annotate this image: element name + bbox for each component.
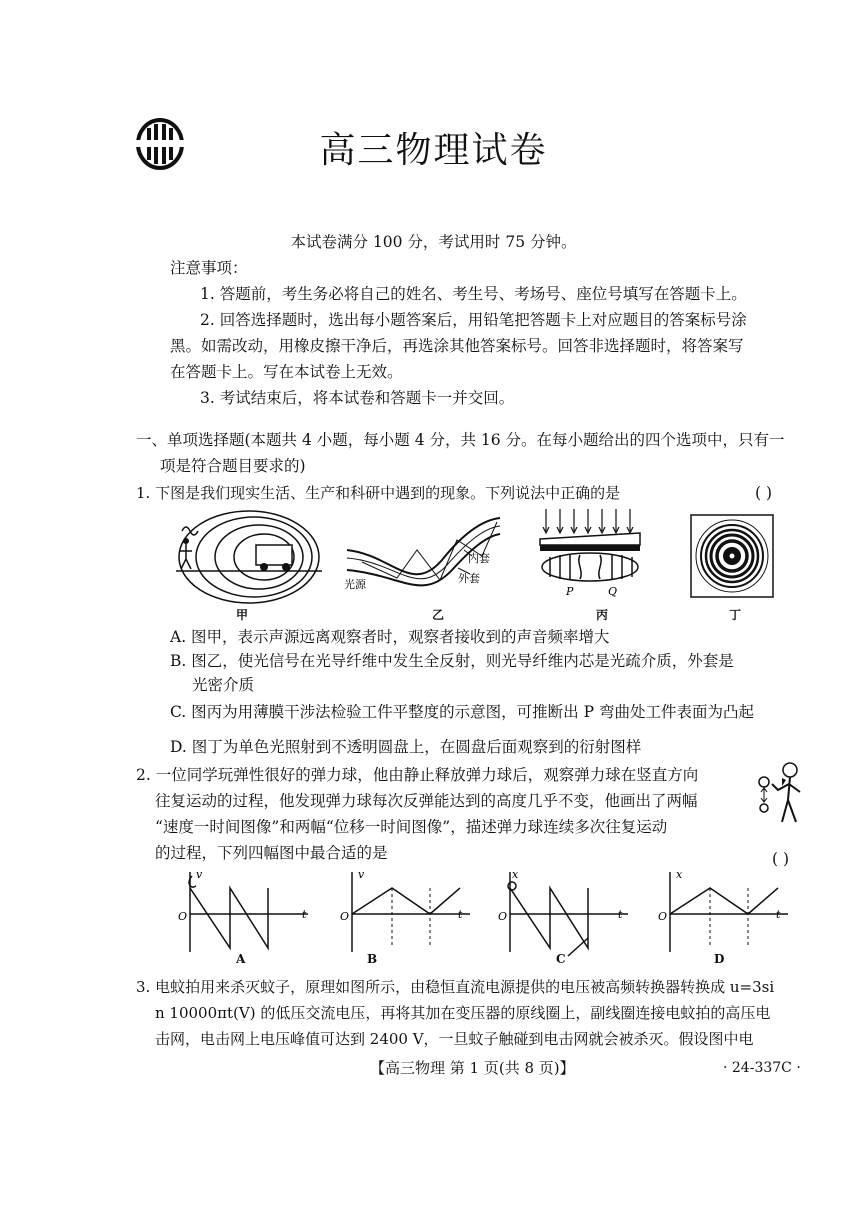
q1-option-b-cont: 光密介质 [192, 676, 255, 694]
exam-intro: 本试卷满分 100 分，考试用时 75 分钟。 [290, 233, 577, 251]
graph-a-yaxis-label: v [196, 868, 203, 881]
q2-line-4: 的过程，下列四幅图中最合适的是 [155, 844, 388, 862]
page-title: 高三物理试卷 [319, 130, 548, 171]
fig-ding-diffraction [690, 514, 774, 598]
fig-bing-thin-film [536, 505, 646, 601]
note-2a: 2. 回答选择题时，选出每小题答案后，用铅笔把答题卡上对应题目的答案标号涂 [200, 311, 747, 329]
q1-stem: 1. 下图是我们现实生活、生产和科研中遇到的现象。下列说法中正确的是 [136, 484, 621, 502]
graph-c-label: C [556, 952, 566, 966]
graph-c-yaxis-label: x [512, 868, 519, 881]
note-3: 3. 考试结束后，将本试卷和答题卡一并交回。 [200, 389, 515, 407]
page-footer: 【高三物理 第 1 页(共 8 页)】 [370, 1059, 575, 1077]
exam-code: · 24-337C · [723, 1060, 801, 1076]
q1-option-d: D. 图丁为单色光照射到不透明圆盘上，在圆盘后面观察到的衍射图样 [170, 738, 642, 756]
fig-jia-doppler [174, 505, 324, 605]
graph-b-origin: O [340, 910, 350, 923]
graph-d-yaxis-label: x [676, 868, 683, 881]
q3-line-3: 击网，电击网上电压峰值可达到 2400 V，一旦蚊子触碰到电击网就会被杀灭。假设图中电 [155, 1030, 754, 1048]
section-1-heading: 一、单项选择题(本题共 4 小题，每小题 4 分，共 16 分。在每小题给出的四个选项中，只有一 [136, 431, 785, 449]
q2-line-2: 往复运动的过程，他发现弹力球每次反弹能达到的高度几乎不变，他画出了两幅 [155, 792, 698, 810]
note-2b: 黑。如需改动，用橡皮擦干净后，再选涂其他答案标号。回答非选择题时，将答案写 [170, 337, 744, 355]
q3-line-2: n 10000πt(V) 的低压交流电压，再将其加在变压器的原线圈上，副线圈连接电蚊拍的高压电 [155, 1004, 771, 1022]
graph-c-xaxis-label: t [618, 908, 623, 921]
note-2c: 在答题卡上。写在本试卷上无效。 [170, 363, 403, 381]
graph-b-xaxis-label: t [458, 908, 463, 921]
q1-option-b: B. 图乙，使光信号在光导纤维中发生全反射，则光导纤维内芯是光疏介质，外套是 [170, 652, 734, 670]
q2-answer-bracket: ( ) [772, 850, 790, 868]
q2-line-3: “速度一时间图像”和两幅“位移一时间图像”，描述弹力球连续多次往复运动 [155, 818, 668, 836]
q3-line-1: 3. 电蚊拍用来杀灭蚊子，原理如图所示，由稳恒直流电源提供的电压被高频转换器转换成 u=3si [136, 978, 775, 996]
fig-label-jia: 甲 [236, 608, 249, 622]
graph-d [648, 866, 798, 958]
fig-text-outer: 外套 [458, 572, 480, 585]
ball-player-illustration [752, 760, 812, 830]
fig-text-inner: 内套 [468, 552, 490, 565]
graph-c-origin: O [498, 910, 508, 923]
q2-line-1: 2. 一位同学玩弹性很好的弹力球，他由静止释放弹力球后，观察弹力球在竖直方向 [136, 766, 699, 784]
fig-label-yi: 乙 [432, 608, 445, 622]
fig-text-light-source: 光源 [344, 578, 366, 591]
note-1: 1. 答题前，考生务必将自己的姓名、考生号、考场号、座位号填写在答题卡上。 [200, 285, 747, 303]
graph-a-label: A [236, 952, 246, 966]
notes-heading: 注意事项： [170, 259, 248, 277]
graph-b-label: B [367, 952, 378, 966]
graph-a-origin: O [178, 910, 188, 923]
q1-answer-bracket: ( ) [755, 484, 773, 502]
fig-text-p: P [566, 585, 574, 598]
graph-a-xaxis-label: t [302, 908, 307, 921]
fig-text-q: Q [608, 585, 618, 598]
fig-label-ding: 丁 [729, 608, 742, 622]
fig-yi-optical-fiber [342, 510, 502, 600]
fig-label-bing: 丙 [596, 608, 609, 622]
section-1-heading-cont: 项是符合题目要求的) [160, 457, 306, 475]
graph-b [330, 866, 480, 958]
graph-d-origin: O [658, 910, 668, 923]
graph-b-yaxis-label: v [358, 868, 365, 881]
q1-option-a: A. 图甲，表示声源远离观察者时，观察者接收到的声音频率增大 [170, 628, 610, 646]
graph-d-xaxis-label: t [776, 908, 781, 921]
q1-option-c: C. 图丙为用薄膜干涉法检验工件平整度的示意图，可推断出 P 弯曲处工件表面为凸起 [170, 703, 754, 721]
graph-d-label: D [714, 952, 725, 966]
graph-c [488, 866, 638, 958]
graph-a [168, 866, 318, 958]
